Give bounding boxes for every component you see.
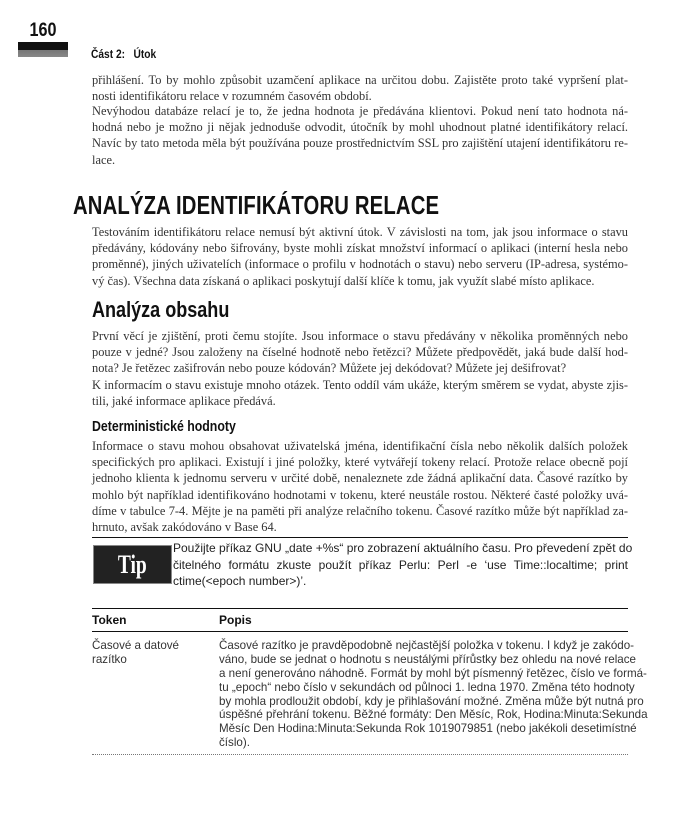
text-line: tu „epoch“ nebo číslo v sekundách od půlnoci 1. ledna 1970. Změna této hodnoty bbox=[219, 680, 635, 694]
sub-subsection-heading: Deterministické hodnoty bbox=[92, 419, 236, 435]
text-line: a není generováno náhodně. Formát by mohl být písmenný řetězec, číslo ve formá- bbox=[219, 666, 647, 680]
tip-text bbox=[173, 540, 633, 590]
text-line: Měsíc Den Hodina:Minuta:Sekunda Rok 1019079851 (nebo jakékoli desetimístné bbox=[219, 722, 637, 736]
text-line: První věcí je zjištění, proti čemu stojíte. Jsou informace o stavu předávány v několika proměnných nebo bbox=[92, 329, 628, 343]
part-title: Útok bbox=[133, 47, 157, 61]
text-line: by mohla prodloužit období, kdy je přihlašování možné. Změna může být nutná pro bbox=[219, 694, 644, 708]
text-line: nosti identifikátoru relace v rozumném časovém období. bbox=[92, 89, 372, 104]
table-bottom-rule bbox=[92, 754, 628, 755]
paragraph bbox=[92, 328, 628, 377]
text-line: lace. bbox=[92, 152, 116, 167]
text-line: číslo). bbox=[219, 736, 250, 750]
part-label: Část 2: bbox=[91, 47, 126, 61]
text-line: Testováním identifikátoru relace nemusí být aktivní útok. V závislosti na tom, jak jsou informace o stavu bbox=[92, 225, 628, 239]
running-header bbox=[91, 47, 165, 61]
text-line: jednoho klienta k jednomu serveru v určité době, nenaleznete zde žádná aplikační data. Časové razítko by bbox=[92, 471, 628, 486]
text-line: ctime(<epoch number>)’. bbox=[173, 574, 307, 588]
text-line: vý čas). Všechna data získaná o aplikaci poskytují další klíče k tomu, jak využít slabé místo aplikace. bbox=[92, 273, 595, 288]
page-number-bar bbox=[18, 42, 68, 57]
text-line: hrnuto, avšak zakódováno v Base 64. bbox=[92, 519, 277, 534]
text-line: Časové razítko je pravděpodobně nejčastější položka v tokenu. I když je zakódo- bbox=[219, 639, 635, 652]
text-line: K informacím o stavu existuje mnoho otázek. Tento oddíl vám ukáže, kterým směrem se vydat, abyste zjis- bbox=[92, 378, 628, 392]
text-line: Navíc by tato metoda měla být používána pouze prostřednictvím SSL pro zajištění utajení identifikátoru re- bbox=[92, 136, 628, 151]
paragraph bbox=[92, 377, 628, 409]
text-line: Nevýhodou databáze relací je to, že jedna hodnota je předávána klientovi. Pokud není tato hodnota ná- bbox=[92, 104, 628, 118]
text-line: mohlo být například identifikováno hodnotami v tokenu, které neustále rostou. Některé časté položky uvá- bbox=[92, 487, 628, 502]
table-cell-token bbox=[92, 639, 179, 667]
table-header-description: Popis bbox=[219, 613, 252, 627]
text-line: nota? Je řetězec zašifrován nebo pouze kódován? Můžete jej dekódovat? Můžete jej dešifrovat? bbox=[92, 361, 567, 376]
paragraph bbox=[92, 224, 628, 289]
tip-badge: Tip bbox=[93, 545, 172, 584]
text-line: předávány, kódovány nebo šifrovány, byste mohli získat množství informací o aplikaci (interní hesla nebo bbox=[92, 241, 628, 256]
text-line: hodná nebo je možno ji nějak jednoduše odvodit, útočník by mohl uhodnout platné identifikátory relací. bbox=[92, 120, 628, 135]
text-line: Časové a datové bbox=[92, 639, 180, 652]
text-line: přihlášení. To by mohlo způsobit uzamčení aplikace na určitou dobu. Zajistěte proto také vypršení plat- bbox=[92, 73, 628, 87]
text-line: váno, bude se jednat o hodnotu s neustálými přírůstky bez ohledu na nové relace bbox=[219, 652, 637, 666]
paragraph bbox=[92, 72, 628, 104]
tip-rule bbox=[92, 537, 628, 538]
text-line: úspěšné přehrání tokenu. Běžné formáty: Den Měsíc, Rok, Hodina:Minuta:Sekunda bbox=[219, 708, 648, 722]
text-line: Informace o stavu mohou obsahovat uživatelská jména, identifikační čísla nebo několik dalších položek bbox=[92, 439, 628, 453]
text-line: proměnné), jiných uživatelích (informace o profilu v hodnotách o stavu) nebo serveru (IP-adresa, systémo- bbox=[92, 257, 628, 272]
table-top-rule bbox=[92, 608, 628, 609]
paragraph bbox=[92, 438, 628, 535]
text-line: díme v tabulce 7-4. Mějte je na paměti při analýze relačního tokenu. Časové razítko může být například za- bbox=[92, 503, 628, 518]
table-cell-description bbox=[219, 639, 648, 750]
text-line: tili, jaké informace aplikace předává. bbox=[92, 394, 276, 409]
subsection-heading: Analýza obsahu bbox=[92, 297, 230, 322]
table-header-token: Token bbox=[92, 613, 127, 627]
text-line: pouze v jedné? Jsou založeny na číselné hodnotě nebo řetězci? Můžete předpovědět, jaká bude další hod- bbox=[92, 345, 628, 360]
text-line: razítko bbox=[92, 652, 127, 666]
section-heading: ANALÝZA IDENTIFIKÁTORU RELACE bbox=[73, 190, 440, 220]
text-line: specifických pro aplikaci. Existují i jiné položky, které vytvářejí tokeny relací. Protože relace obecně pojí bbox=[92, 455, 628, 470]
page-number: 160 bbox=[29, 20, 57, 41]
table-header-rule bbox=[92, 631, 628, 632]
text-line: čitelného formátu zkuste použít příkaz Perlu: Perl -e ‘use Time::localtime; print bbox=[173, 557, 628, 572]
text-line: Použijte příkaz GNU „date +%s“ pro zobrazení aktuálního času. Pro převedení zpět do bbox=[173, 541, 633, 555]
paragraph bbox=[92, 103, 628, 168]
